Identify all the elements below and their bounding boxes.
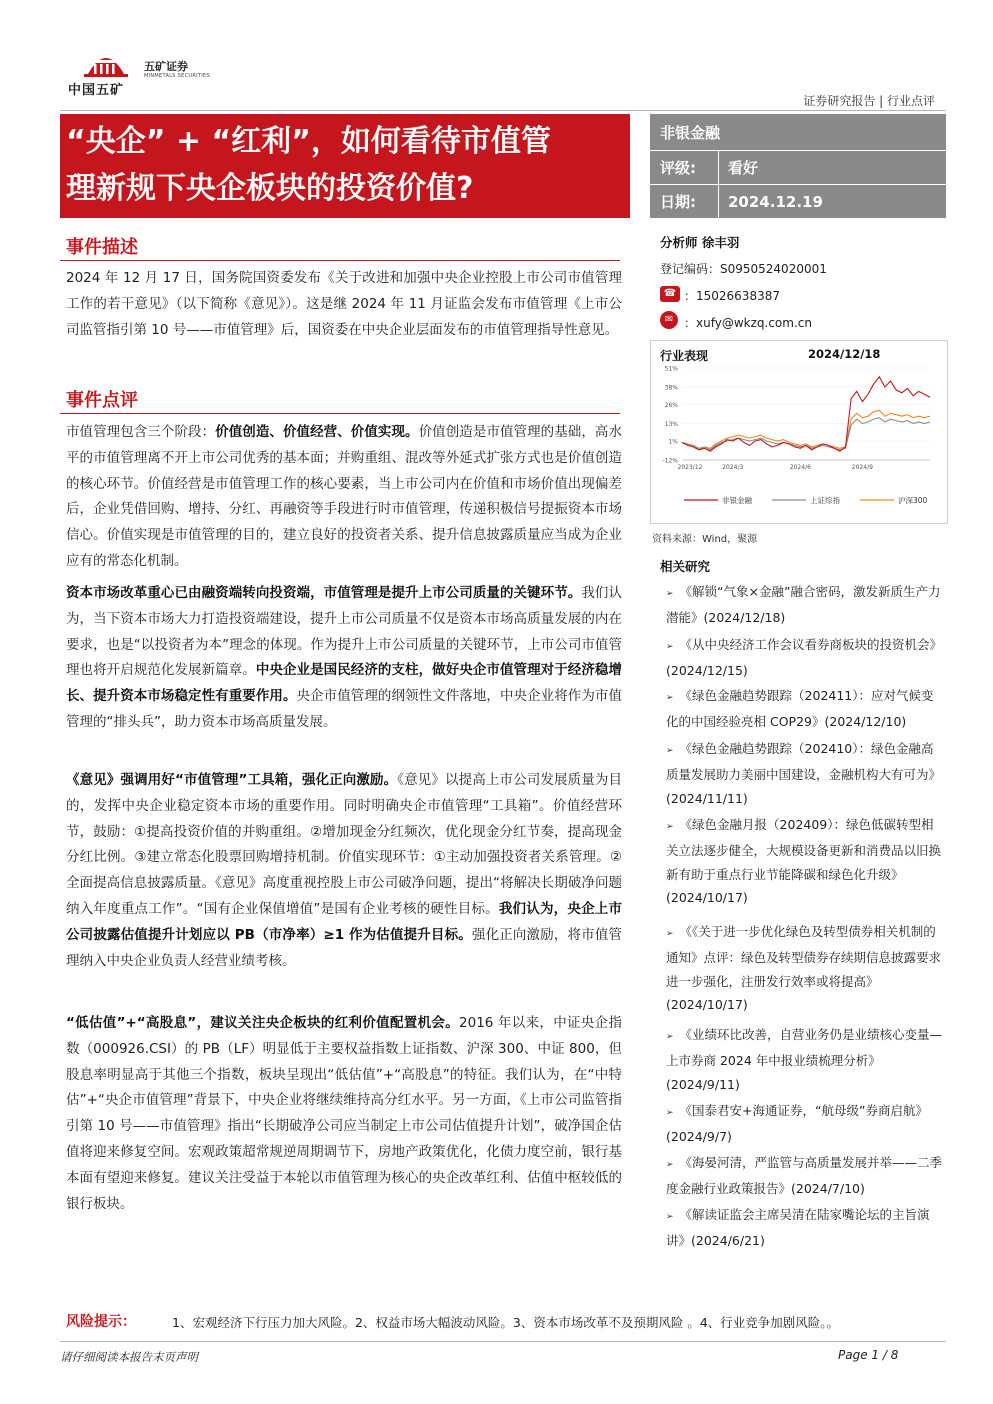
related-research-item[interactable] bbox=[666, 1023, 944, 1096]
arrow-bullet-icon: ➢ bbox=[666, 693, 674, 703]
section-title-event: 事件描述 bbox=[66, 237, 138, 258]
related-research-item[interactable] bbox=[666, 737, 944, 810]
arrow-bullet-icon: ➢ bbox=[666, 1212, 674, 1222]
related-research-text: 《业绩环比改善，自营业务仍是业绩核心变量—上市券商 2024 年中报业绩梳理分析》(2024/9/11) bbox=[666, 1027, 943, 1092]
y-tick-label: 38% bbox=[664, 384, 678, 392]
legend-label: 非银金融 bbox=[722, 496, 752, 505]
date-label: 日期: bbox=[660, 193, 696, 211]
y-tick-label: 13% bbox=[664, 420, 678, 428]
analyst-registration: 登记编码：S0950524020001 bbox=[660, 262, 827, 276]
arrow-bullet-icon: ➢ bbox=[666, 822, 674, 832]
y-tick-label: 51% bbox=[664, 365, 678, 373]
text: 央企市值管理的纲领性文件落地，中央企业将作为市值管理的“排头兵”，助力资本市场高质量发展。 bbox=[66, 688, 622, 730]
minmetals-emblem-icon bbox=[66, 40, 146, 82]
bold-text: 资本市场改革重心已由融资端转向投资端，市值管理是提升上市公司质量的关键环节。 bbox=[66, 585, 582, 601]
legend-label: 沪深300 bbox=[898, 496, 928, 505]
paragraph-investment-side bbox=[66, 581, 622, 736]
related-research-text: 《绿色金融趋势跟踪（202410）：绿色金融高质量发展助力美丽中国建设，金融机构大有可为》(2024/11/11) bbox=[666, 741, 942, 806]
related-research-title: 相关研究 bbox=[660, 559, 711, 574]
bold-text: 中央企业是国民经济的支柱，做好央企市值管理对于经济稳增长、提升资本市场稳定性有重要作用。 bbox=[66, 662, 622, 705]
related-research-item[interactable] bbox=[666, 580, 944, 630]
report-title bbox=[66, 118, 626, 212]
text: 《意见》以提高上市公司发展质量为目的，发挥中央企业稳定资本市场的重要作用。同时明确央企市值管理“工具箱”。价值经营环节，鼓励：①提高投资价值的并购重组。②增加现金分红频次，优化现金分红节奏，提高现金分红比例。③建立常态化股票回购增持机制。价值实现环节：①主动加强投资者关系管理。②全面提高信息披露质量。《意见》高度重视控股上市公司破净问题，提出“将解决长期破净问题纳入年度重点工作”。“国有企业保值增值”是国有企业考核的硬性目标。 bbox=[66, 772, 622, 917]
bold-text: “低估值”+“高股息”，建议关注央企板块的红利价值配置机会。 bbox=[66, 1015, 460, 1031]
x-tick-label: 2024/3 bbox=[722, 464, 744, 471]
arrow-bullet-icon: ➢ bbox=[666, 589, 674, 599]
email-icon: ✉ bbox=[660, 311, 678, 329]
x-tick-label: 2023/12 bbox=[677, 464, 703, 471]
header-divider bbox=[60, 110, 946, 111]
text: 强化正向激励，将市值管理纳入中央企业负责人经营业绩考核。 bbox=[66, 926, 622, 969]
text: 我们认为，当下资本市场大力打造投资端建设，提升上市公司质量不仅是资本市场高质量发展的内在要求，也是“以投资者为本”理念的体现。作为提升上市公司质量的关键环节，上市公司市值管理也将开启规范化发展新篇章。 bbox=[66, 585, 622, 679]
date-value: 2024.12.19 bbox=[728, 193, 823, 211]
risk-text: 1、宏观经济下行压力加大风险。2、权益市场大幅波动风险。3、资本市场改革不及预期风险 。4、行业竞争加剧风险。。 bbox=[172, 1315, 840, 1330]
bold-text: 价值创造、价值经营、价值实现。 bbox=[215, 424, 419, 440]
chart-source: 资料来源：Wind，聚源 bbox=[652, 534, 758, 545]
phone-icon: ☎ bbox=[660, 286, 680, 302]
related-research-item[interactable] bbox=[666, 920, 944, 1017]
info-panel bbox=[650, 114, 946, 218]
text: 2016 年以来，中证央企指数（000926.CSI）的 PB（LF）明显低于主要权益指数上证指数、沪深 300、中证 800，但股息率明显高于其他三个指数，板块呈现出“低估值”+“高股息”的特征。我们认为，在“中特估”+“央企市值管理”背景下，中央企业将继续维持高分红水平。另一方面，《上市公司监管指引第 10 号——市值管理》指出“长期破净公司应当制定上市公司估值提升计划”，破净国企估值将迎来修复空间。宏观政策超常规逆周期调节下，房地产政策优化，化债力度空前，银行基本面有望迎来修复。建议关注受益于本轮以市值管理为核心的央企改革红利、估值中枢较低的银行板块。 bbox=[66, 1015, 622, 1212]
legend-label: 上证综指 bbox=[810, 496, 840, 505]
section-underline bbox=[60, 413, 620, 414]
related-research-text: 《从中央经济工作会议看券商板块的投资机会》(2024/12/15) bbox=[666, 637, 943, 679]
related-research-text: 《《关于进一步优化绿色及转型债券相关机制的通知》点评：绿色及转型债券存续期信息披露要求进一步强化，注册发行效率或将提高》(2024/10/17) bbox=[666, 924, 942, 1013]
report-title-line2: 理新规下央企板块的投资价值? bbox=[66, 171, 474, 206]
y-tick-label: 26% bbox=[664, 402, 678, 410]
logo-brand-english: MINMETALS SECURITIES bbox=[144, 73, 210, 79]
analyst-email[interactable]: ：xufy@wkzq.com.cn bbox=[684, 316, 812, 330]
page-number: Page 1 / 8 bbox=[838, 1348, 899, 1362]
text: 价值创造是市值管理的基础，高水平的市值管理离不开上市公司优秀的基本面；并购重组、混改等外延式扩张方式也是价值创造的核心环节。价值经营是市值管理工作的核心要素，当上市公司内在价值和市场价值出现偏差后，企业凭借回购、增持、分红、再融资等手段进行时市值管理，传递积极信号提振资本市场信心。价值实现是市值管理的目的，建立良好的投资者关系、提升信息披露质量应当成为企业应有的常态化机制。 bbox=[66, 424, 622, 569]
event-description: 2024 年 12 月 17 日，国务院国资委发布《关于改进和加强中央企业控股上市公司市值管理工作的若干意见》（以下简称《意见》）。这是继 2024 年 11 月证监会发布市值管理《上市公司监管指引第 10 号——市值管理》后，国资委在中央企业层面发布的市值管理指导性意见。 bbox=[66, 270, 622, 338]
text: 市值管理包含三个阶段： bbox=[66, 424, 216, 440]
rating-value: 看好 bbox=[728, 159, 759, 177]
related-research-item[interactable] bbox=[666, 813, 944, 910]
related-research-text: 《绿色金融月报（202409）：绿色低碳转型相关立法逐步健全，大规模设备更新和消费品以旧换新有助于重点行业节能降碳和绿色化升级》(2024/10/17) bbox=[666, 817, 942, 906]
related-research-text: 《海晏河清，严监管与高质量发展并举——二季度金融行业政策报告》(2024/7/10) bbox=[666, 1155, 943, 1197]
related-research-text: 《解锁“气象×金融”融合密码，激发新质生产力潜能》(2024/12/18) bbox=[666, 584, 941, 626]
related-research-text: 《国泰君安+海通证券，“航母级”券商启航》(2024/9/7) bbox=[666, 1103, 928, 1145]
chart-title: 行业表现 bbox=[660, 349, 709, 363]
report-title-line1: “央企” + “红利”，如何看待市值管 bbox=[66, 124, 551, 159]
rating-label: 评级: bbox=[660, 159, 696, 177]
bold-text: 我们认为，央企上市公司披露估值提升计划应以 PB（市净率）≥1 作为估值提升目标。 bbox=[66, 900, 623, 943]
paragraph-toolbox bbox=[66, 768, 622, 974]
related-research-text: 《解读证监会主席吴清在陆家嘴论坛的主旨演讲》(2024/6/21) bbox=[666, 1207, 930, 1249]
arrow-bullet-icon: ➢ bbox=[666, 642, 674, 652]
section-underline bbox=[60, 260, 620, 261]
paragraph-value-stages bbox=[66, 420, 622, 575]
logo-brand-name: 五矿证券 bbox=[144, 60, 188, 73]
risk-label: 风险提示： bbox=[66, 1314, 136, 1330]
report-type: 证券研究报告 | 行业点评 bbox=[803, 94, 935, 108]
related-research-text: 《绿色金融趋势跟踪（202411）：应对气候变化的中国经验亮相 COP29》(2024/12/10) bbox=[666, 688, 934, 730]
bold-text: 《意见》强调用好“市值管理”工具箱，强化正向激励。 bbox=[66, 772, 398, 788]
industry-performance-chart bbox=[650, 360, 946, 520]
y-tick-label: -12% bbox=[662, 457, 678, 465]
y-tick-label: 1% bbox=[668, 438, 678, 446]
x-tick-label: 2024/6 bbox=[789, 464, 811, 471]
related-research-item[interactable] bbox=[666, 1203, 944, 1253]
arrow-bullet-icon: ➢ bbox=[666, 1032, 674, 1042]
x-tick-label: 2024/9 bbox=[851, 464, 873, 471]
footer-divider bbox=[60, 1341, 946, 1342]
arrow-bullet-icon: ➢ bbox=[666, 1160, 674, 1170]
related-research-item[interactable] bbox=[666, 633, 944, 683]
related-research-item[interactable] bbox=[666, 1151, 944, 1201]
related-research-item[interactable] bbox=[666, 1099, 944, 1149]
arrow-bullet-icon: ➢ bbox=[666, 929, 674, 939]
analyst-name: 分析师 徐丰羽 bbox=[660, 235, 740, 250]
info-vertical-divider bbox=[718, 151, 719, 218]
section-title-comment: 事件点评 bbox=[66, 390, 138, 411]
chart-date: 2024/12/18 bbox=[808, 347, 881, 361]
analyst-phone: ：15026638387 bbox=[684, 289, 780, 303]
logo-company-name: 中国五矿 bbox=[68, 83, 125, 98]
footer-disclaimer: 请仔细阅读本报告末页声明 bbox=[60, 1350, 198, 1364]
related-research-item[interactable] bbox=[666, 684, 944, 734]
paragraph-dividend bbox=[66, 1011, 622, 1217]
arrow-bullet-icon: ➢ bbox=[666, 1108, 674, 1118]
industry-name: 非银金融 bbox=[660, 124, 721, 142]
arrow-bullet-icon: ➢ bbox=[666, 746, 674, 756]
